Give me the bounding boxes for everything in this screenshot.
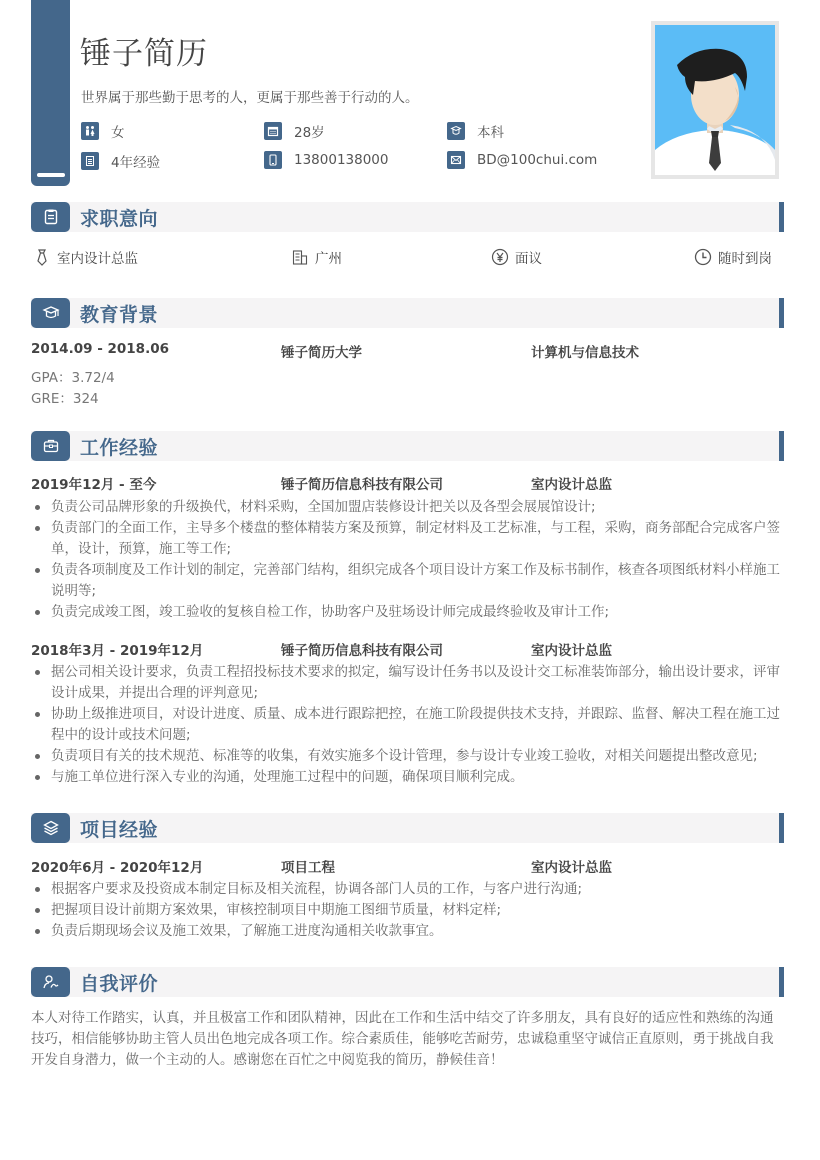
list-item: 据公司相关设计要求，负责工程招投标技术要求的拟定，编写设计任务书以及设计交工标准装饰部分，输出设计要求，评审设计成果，并提出合理的评判意见; <box>31 662 784 704</box>
job-duties <box>31 497 784 623</box>
project-role: 室内设计总监 <box>531 860 612 876</box>
layers-icon <box>31 813 70 843</box>
intent-position-value: 室内设计总监 <box>57 251 138 267</box>
yuan-icon <box>491 248 509 266</box>
info-email <box>447 151 597 169</box>
degree-value: 本科 <box>477 125 504 141</box>
education-gre: GRE：324 <box>31 391 99 407</box>
education-period: 2014.09 - 2018.06 <box>31 341 169 357</box>
info-degree <box>447 121 504 141</box>
gender-value: 女 <box>111 125 125 141</box>
list-item: 负责完成竣工图，竣工验收的复核自检工作，协助客户及驻场设计师完成最终验收及审计工作; <box>31 602 784 623</box>
section-end-bar <box>779 298 784 328</box>
list-item: 与施工单位进行深入专业的沟通，处理施工过程中的问题，确保项目顺利完成。 <box>31 767 784 788</box>
project-period: 2020年6月 - 2020年12月 <box>31 860 204 876</box>
education-school: 锤子简历大学 <box>281 345 362 361</box>
list-item: 负责后期现场会议及施工效果，了解施工进度沟通相关收款事宜。 <box>31 921 784 942</box>
info-age <box>264 121 325 141</box>
header-accent-bar <box>31 0 70 186</box>
section-end-bar <box>779 431 784 461</box>
building-icon <box>291 248 309 266</box>
list-item: 根据客户要求及投资成本制定目标及相关流程，协调各部门人员的工作，与客户进行沟通; <box>31 879 784 900</box>
section-title: 自我评价 <box>80 973 159 995</box>
section-end-bar <box>779 202 784 232</box>
job-duties <box>31 662 784 788</box>
intent-city <box>291 247 342 267</box>
person-edit-icon <box>31 967 70 997</box>
intent-availability <box>694 247 772 267</box>
job-period: 2019年12月 - 至今 <box>31 477 157 493</box>
section-header-projects <box>31 813 784 843</box>
section-end-bar <box>779 813 784 843</box>
resume-name: 锤子简历 <box>80 36 208 72</box>
job-intent-row <box>31 247 784 267</box>
education-row <box>31 341 784 361</box>
clipboard-icon <box>31 202 70 232</box>
clock-icon <box>694 248 712 266</box>
intent-city-value: 广州 <box>315 251 342 267</box>
intent-salary-value: 面议 <box>515 251 542 267</box>
job-row <box>31 473 784 493</box>
job-period: 2018年3月 - 2019年12月 <box>31 643 204 659</box>
experience-value: 4年经验 <box>111 155 161 171</box>
section-title: 项目经验 <box>80 819 159 841</box>
section-end-bar <box>779 967 784 997</box>
education-gpa: GPA：3.72/4 <box>31 370 115 386</box>
info-phone <box>264 151 388 169</box>
info-gender <box>81 121 125 141</box>
section-title: 教育背景 <box>80 304 159 326</box>
intent-position <box>33 247 138 267</box>
section-header-intent <box>31 202 784 232</box>
phone-value[interactable]: 13800138000 <box>294 152 389 168</box>
gender-icon <box>81 122 99 140</box>
clipboard-icon <box>81 152 99 170</box>
section-title: 求职意向 <box>80 208 159 230</box>
avatar-illustration <box>655 25 775 175</box>
list-item: 协助上级推进项目，对设计进度、质量、成本进行跟踪把控，在施工阶段提供技术支持，并跟踪、监督、解决工程在施工过程中的设计或技术问题; <box>31 704 784 746</box>
intent-salary <box>491 247 542 267</box>
education-major: 计算机与信息技术 <box>531 345 639 361</box>
section-header-education <box>31 298 784 328</box>
email-value[interactable]: BD@100chui.com <box>477 152 598 168</box>
job-company: 锤子简历信息科技有限公司 <box>281 477 443 493</box>
list-item: 把握项目设计前期方案效果，审核控制项目中期施工图细节质量，材料定样; <box>31 900 784 921</box>
job-company: 锤子简历信息科技有限公司 <box>281 643 443 659</box>
mail-icon <box>447 151 465 169</box>
list-item: 负责项目有关的技术规范、标准等的收集，有效实施多个设计管理，参与设计专业竣工验收，对相关问题提出整改意见; <box>31 746 784 767</box>
self-evaluation-text: 本人对待工作踏实，认真，并且极富工作和团队精神，因此在工作和生活中结交了许多朋友，具有良好的适应性和熟练的沟通技巧，相信能够协助主管人员出色地完成各项工作。综合素质佳，能够吃苦耐劳，忠诚稳重坚守诚信正直原则，勇于挑战自我开发自身潜力，做一个主动的人。感谢您在百忙之中阅览我的简历，静候佳音！ <box>31 1010 774 1068</box>
section-header-work <box>31 431 784 461</box>
motto: 世界属于那些勤于思考的人，更属于那些善于行动的人。 <box>81 90 419 106</box>
list-item: 负责公司品牌形象的升级换代，材料采购，全国加盟店装修设计把关以及各型会展展馆设计; <box>31 497 784 518</box>
list-item: 负责各项制度及工作计划的制定，完善部门结构，组织完成各个项目设计方案工作及标书制作，核查各项图纸材料小样施工说明等; <box>31 560 784 602</box>
accent-dash <box>37 173 65 177</box>
intent-availability-value: 随时到岗 <box>718 251 772 267</box>
project-row <box>31 856 784 876</box>
list-item: 负责部门的全面工作，主导多个楼盘的整体精装方案及预算，制定材料及工艺标准，与工程，采购，商务部配合完成客户签单，设计，预算，施工等工作; <box>31 518 784 560</box>
job-role: 室内设计总监 <box>531 643 612 659</box>
graduation-icon <box>447 122 465 140</box>
job-role: 室内设计总监 <box>531 477 612 493</box>
phone-icon <box>264 151 282 169</box>
briefcase-icon <box>31 431 70 461</box>
graduation-cap-icon <box>31 298 70 328</box>
profile-photo <box>651 21 779 179</box>
project-duties <box>31 879 784 942</box>
job-row <box>31 639 784 659</box>
age-value: 28岁 <box>294 125 325 141</box>
info-experience <box>81 151 160 171</box>
section-title: 工作经验 <box>80 437 159 459</box>
calendar-icon <box>264 122 282 140</box>
project-name: 项目工程 <box>281 860 335 876</box>
section-header-self <box>31 967 784 997</box>
tie-icon <box>33 248 51 266</box>
